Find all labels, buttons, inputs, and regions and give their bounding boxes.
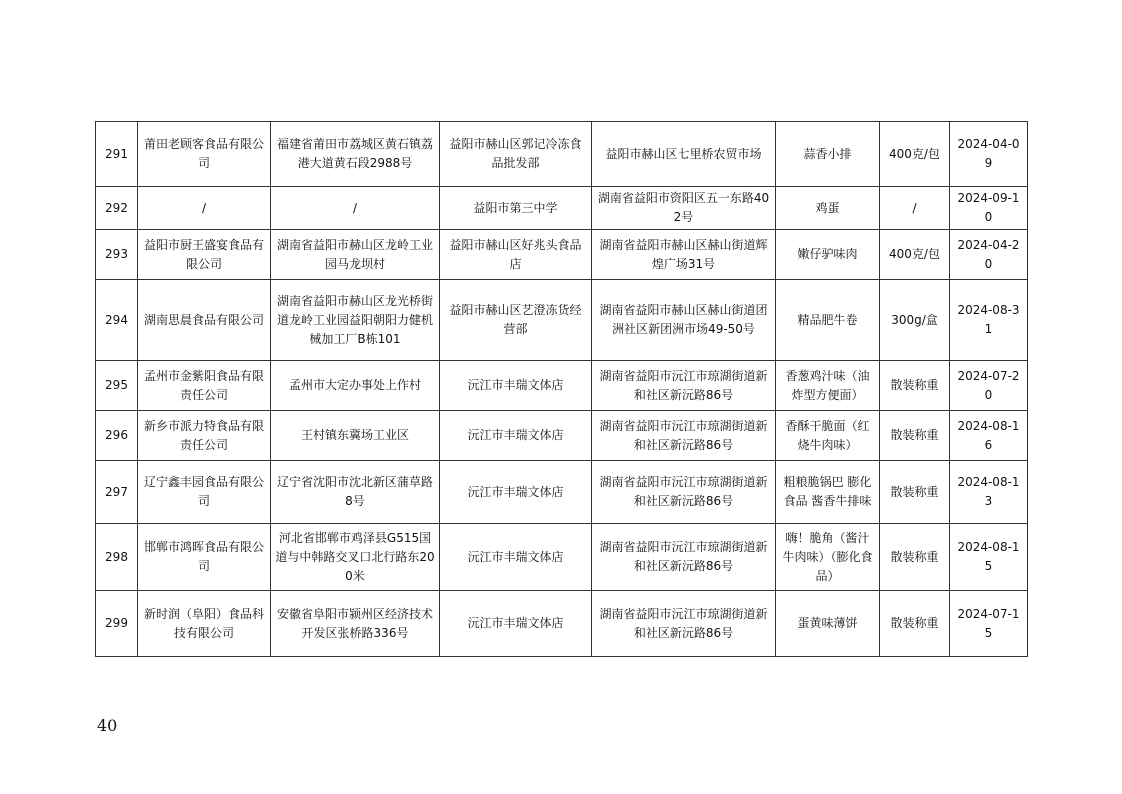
row-number: 297 (96, 461, 138, 524)
producer-name: 辽宁鑫丰园食品有限公司 (138, 461, 271, 524)
production-date: 2024-08-13 (950, 461, 1028, 524)
table-row (96, 411, 1028, 461)
product-name: 嗨！脆角（酱汁牛肉味）（膨化食品） (776, 524, 880, 591)
producer-address: 王村镇东冀场工业区 (271, 411, 440, 461)
product-name: 香酥干脆面（红烧牛肉味） (776, 411, 880, 461)
table-row (96, 280, 1028, 361)
product-spec: 散装称重 (880, 361, 950, 411)
producer-address: 福建省莆田市荔城区黄石镇荔港大道黄石段2988号 (271, 122, 440, 187)
product-spec: 散装称重 (880, 591, 950, 657)
seller-name: 沅江市丰瑞文体店 (440, 461, 592, 524)
production-date: 2024-08-15 (950, 524, 1028, 591)
production-date: 2024-08-16 (950, 411, 1028, 461)
seller-address: 湖南省益阳市沅江市琼湖街道新和社区新沅路86号 (592, 361, 776, 411)
product-spec: / (880, 187, 950, 230)
table-row (96, 461, 1028, 524)
row-number: 292 (96, 187, 138, 230)
production-date: 2024-04-09 (950, 122, 1028, 187)
product-spec: 散装称重 (880, 411, 950, 461)
production-date: 2024-08-31 (950, 280, 1028, 361)
seller-address: 益阳市赫山区七里桥农贸市场 (592, 122, 776, 187)
product-name: 蛋黄味薄饼 (776, 591, 880, 657)
product-name: 蒜香小排 (776, 122, 880, 187)
seller-name: 益阳市赫山区郭记冷冻食品批发部 (440, 122, 592, 187)
producer-name: 益阳市厨王盛宴食品有限公司 (138, 230, 271, 280)
seller-address: 湖南省益阳市沅江市琼湖街道新和社区新沅路86号 (592, 411, 776, 461)
producer-name: / (138, 187, 271, 230)
production-date: 2024-07-20 (950, 361, 1028, 411)
seller-address: 湖南省益阳市沅江市琼湖街道新和社区新沅路86号 (592, 524, 776, 591)
producer-name: 莆田老顾客食品有限公司 (138, 122, 271, 187)
product-spec: 散装称重 (880, 461, 950, 524)
seller-name: 沅江市丰瑞文体店 (440, 591, 592, 657)
seller-name: 益阳市第三中学 (440, 187, 592, 230)
seller-name: 沅江市丰瑞文体店 (440, 524, 592, 591)
production-date: 2024-04-20 (950, 230, 1028, 280)
seller-address: 湖南省益阳市赫山区赫山街道团洲社区新团洲市场49-50号 (592, 280, 776, 361)
seller-address: 湖南省益阳市赫山区赫山街道辉煌广场31号 (592, 230, 776, 280)
producer-address: 湖南省益阳市赫山区龙光桥街道龙岭工业园益阳朝阳力健机械加工厂B栋101 (271, 280, 440, 361)
production-date: 2024-09-10 (950, 187, 1028, 230)
row-number: 298 (96, 524, 138, 591)
row-number: 294 (96, 280, 138, 361)
producer-address: 安徽省阜阳市颍州区经济技术开发区张桥路336号 (271, 591, 440, 657)
seller-address: 湖南省益阳市沅江市琼湖街道新和社区新沅路86号 (592, 461, 776, 524)
table-row (96, 187, 1028, 230)
producer-address: / (271, 187, 440, 230)
product-spec: 散装称重 (880, 524, 950, 591)
table-row (96, 122, 1028, 187)
table-row (96, 524, 1028, 591)
seller-address: 湖南省益阳市沅江市琼湖街道新和社区新沅路86号 (592, 591, 776, 657)
product-name: 嫩仔驴味肉 (776, 230, 880, 280)
product-spec: 300g/盒 (880, 280, 950, 361)
table-row (96, 591, 1028, 657)
production-date: 2024-07-15 (950, 591, 1028, 657)
page-number: 40 (97, 716, 118, 735)
producer-name: 邯郸市鸿晖食品有限公司 (138, 524, 271, 591)
producer-name: 湖南思晨食品有限公司 (138, 280, 271, 361)
seller-name: 益阳市赫山区艺澄冻货经营部 (440, 280, 592, 361)
seller-name: 沅江市丰瑞文体店 (440, 411, 592, 461)
row-number: 296 (96, 411, 138, 461)
producer-address: 湖南省益阳市赫山区龙岭工业园马龙坝村 (271, 230, 440, 280)
product-name: 粗粮脆锅巴 膨化食品 酱香牛排味 (776, 461, 880, 524)
seller-name: 沅江市丰瑞文体店 (440, 361, 592, 411)
seller-name: 益阳市赫山区好兆头食品店 (440, 230, 592, 280)
producer-address: 孟州市大定办事处上作村 (271, 361, 440, 411)
row-number: 293 (96, 230, 138, 280)
product-name: 鸡蛋 (776, 187, 880, 230)
producer-name: 孟州市金紫阳食品有限责任公司 (138, 361, 271, 411)
table-row (96, 230, 1028, 280)
inspection-table (95, 121, 1028, 657)
product-name: 香葱鸡汁味（油炸型方便面） (776, 361, 880, 411)
product-spec: 400克/包 (880, 230, 950, 280)
row-number: 299 (96, 591, 138, 657)
producer-address: 辽宁省沈阳市沈北新区蒲草路8号 (271, 461, 440, 524)
table-row (96, 361, 1028, 411)
seller-address: 湖南省益阳市资阳区五一东路402号 (592, 187, 776, 230)
product-name: 精品肥牛卷 (776, 280, 880, 361)
producer-name: 新时润（阜阳）食品科技有限公司 (138, 591, 271, 657)
row-number: 291 (96, 122, 138, 187)
producer-address: 河北省邯郸市鸡泽县G515国道与中韩路交叉口北行路东200米 (271, 524, 440, 591)
row-number: 295 (96, 361, 138, 411)
product-spec: 400克/包 (880, 122, 950, 187)
producer-name: 新乡市派力特食品有限责任公司 (138, 411, 271, 461)
